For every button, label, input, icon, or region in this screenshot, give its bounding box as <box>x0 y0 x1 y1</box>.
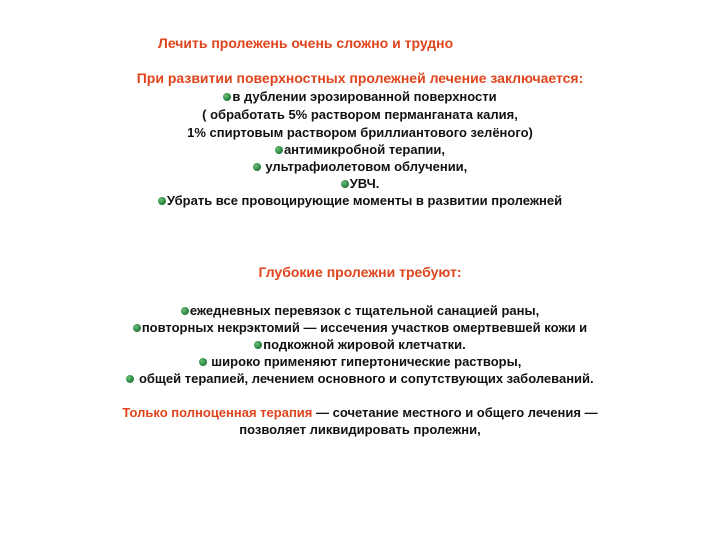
deep-item-4: широко применяют гипертонические растворы, <box>0 353 720 370</box>
main-heading: Лечить пролежень очень сложно и трудно <box>158 35 454 51</box>
conclusion-line-2: позволяет ликвидировать пролежни, <box>239 422 481 437</box>
superficial-item-6: УВЧ. <box>0 175 720 192</box>
bullet-icon <box>341 180 349 188</box>
bullet-icon <box>158 197 166 205</box>
superficial-title: При развитии поверхностных пролежней лечение заключается: <box>136 70 584 86</box>
deep-title: Глубокие пролежни требуют: <box>258 264 462 280</box>
deep-item-2: повторных некрэктомий — иссечения участков омертвевшей кожи и <box>0 319 720 336</box>
bullet-icon <box>126 375 134 383</box>
superficial-item-5: ультрафиолетовом облучении, <box>0 158 720 175</box>
deep-item-5: общей терапией, лечением основного и сопутствующих заболеваний. <box>0 370 720 387</box>
bullet-icon <box>253 163 261 171</box>
superficial-item-4: антимикробной терапии, <box>0 141 720 158</box>
bullet-icon <box>223 93 231 101</box>
bullet-icon <box>275 146 283 154</box>
superficial-item-3: 1% спиртовым раствором бриллиантового зелёного) <box>187 125 533 140</box>
deep-item-3: подкожной жировой клетчатки. <box>0 336 720 353</box>
bullet-icon <box>254 341 262 349</box>
superficial-item-1: в дублении эрозированной поверхности <box>0 88 720 105</box>
bullet-icon <box>133 324 141 332</box>
conclusion-line-1 <box>0 404 720 421</box>
superficial-item-7: Убрать все провоцирующие моменты в развитии пролежней <box>0 192 720 209</box>
bullet-icon <box>199 358 207 366</box>
conclusion-highlight: Только полноценная терапия <box>122 405 313 420</box>
superficial-item-2: ( обработать 5% раствором перманганата калия, <box>202 107 518 122</box>
deep-item-1: ежедневных перевязок с тщательной санацией раны, <box>0 302 720 319</box>
conclusion-rest: — сочетание местного и общего лечения — <box>312 405 598 420</box>
bullet-icon <box>181 307 189 315</box>
